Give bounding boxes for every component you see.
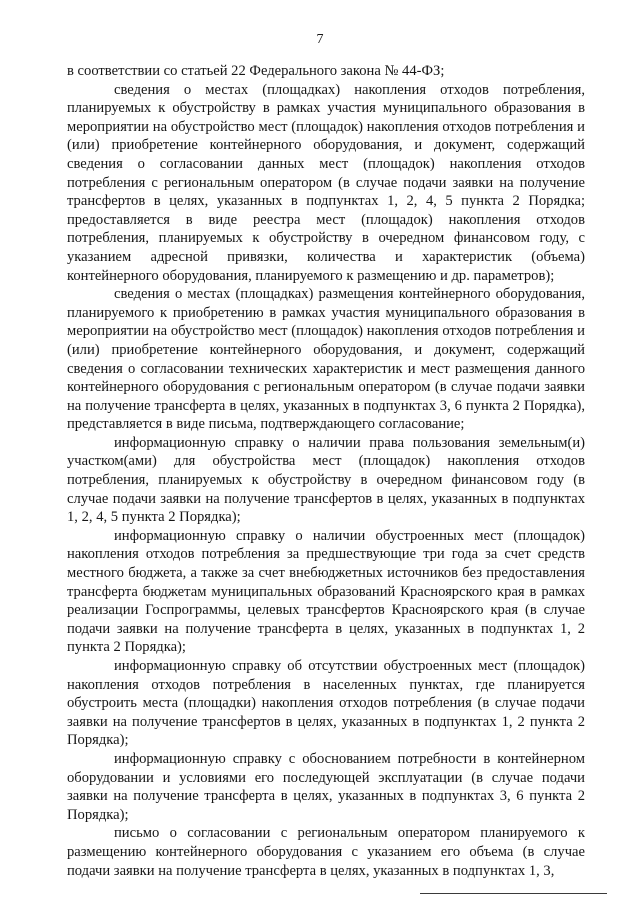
paragraph: сведения о местах (площадках) размещения контейнерного оборудования, планируемого к приобретению в рамках участия муниципального образования в мероприятии на обустройство мест (площадок) накопления отходов потребления и (или) приобретение контейнерного оборудования, и документ, содержащий сведения о согласовании технических характеристик и мест размещения данного контейнерного оборудования с региональным оператором (в случае подачи заявки на получение трансферта в целях, указанных в подпунктах 3, 6 пункта 2 Порядка), представляется в виде письма, подтверждающего согласование; [67,286,585,433]
page-number: 7 [316,32,324,47]
paragraph: информационную справку о наличии права пользования земельным(и) участком(ами) для обустройства мест (площадок) накопления отходов потребления, планируемых к обустройству в очередном финансовом году (в случае подачи заявки на получение трансфертов в целях, указанных в подпунктах 1, 2, 4, 5 пункта 2 Порядка); [67,434,585,526]
footer-divider [420,893,607,894]
paragraph: в соответствии со статьей 22 Федерального закона № 44-ФЗ; [67,63,445,79]
paragraph: информационную справку об отсутствии обустроенных мест (площадок) накопления отходов потребления в населенных пунктах, где планируется обустроить места (площадки) накопления отходов потребления (в случае подачи заявки на получение трансфертов в целях, указанных в подпунктах 1, 2 пункта 2 Порядка); [67,658,585,749]
paragraph: информационную справку о наличии обустроенных мест (площадок) накопления отходов потребления за предшествующие три года за счет средств местного бюджета, а также за счет внебюджетных источников без предоставления трансферта бюджетам муниципальных образований Красноярского края в рамках реализации Госпрограммы, целевых трансфертов Красноярского края (в случае подачи заявки на получение трансферта в целях, указанных в подпунктах 1, 2 пункта 2 Порядка); [67,527,585,656]
paragraph: письмо о согласовании с региональным оператором планируемого к размещению контейнерного оборудования с указанием его объема (в случае подачи заявки на получение трансферта в целях, указанных в подпунктах 1, 3, [67,825,585,879]
document-body [67,62,585,880]
paragraph: сведения о местах (площадках) накопления отходов потребления, планируемых к обустройству в рамках участия муниципального образования в мероприятии на обустройство мест (площадок) накопления отходов потребления и (или) приобретение контейнерного оборудования, и документ, содержащий сведения о согласовании данных мест (площадок) накопления отходов потребления с региональным оператором (в случае подачи заявки на получение трансфертов в целях, указанных в подпунктах 1, 2, 4, 5 пункта 2 Порядка; предоставляется в виде реестра мест (площадок) накопления отходов потребления, планируемых к обустройству в очередном финансовом году, с указанием адресной привязки, количества и характеристик (объема) контейнерного оборудования, планируемого к размещению и др. параметров); [67,81,585,284]
paragraph: информационную справку с обоснованием потребности в контейнерном оборудовании и условиями его последующей эксплуатации (в случае подачи заявки на получение трансферта в целях, указанных в подпунктах 3, 6 пункта 2 Порядка); [67,750,585,823]
